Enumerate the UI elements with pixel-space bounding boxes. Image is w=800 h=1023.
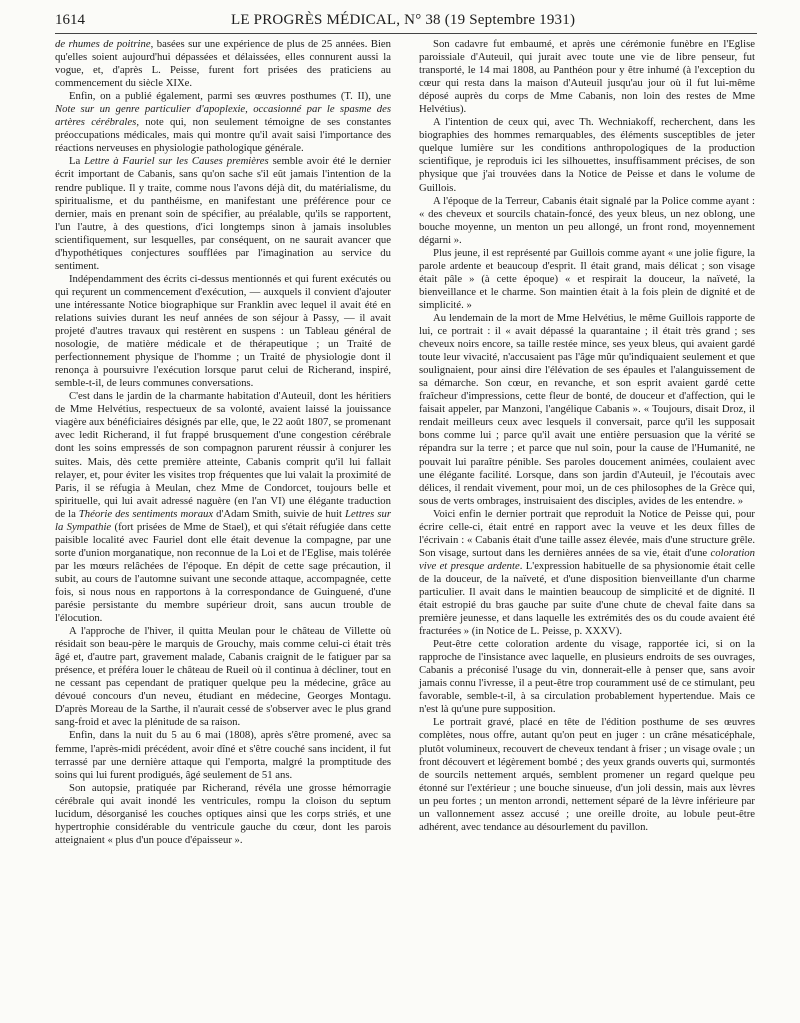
header-rule	[55, 33, 757, 34]
italic-text: Lettre à Fauriel sur les Causes premières	[84, 155, 269, 168]
paragraph	[419, 716, 755, 833]
paragraph	[419, 312, 755, 508]
paragraph	[419, 38, 755, 116]
text-run: Enfin, on a publié également, parmi ses œuvres posthumes (T. II), une	[69, 90, 391, 103]
text-run: C'est dans le jardin de la charmante habitation d'Auteuil, dont les héritiers de Mme Helvétius, respectueux de sa volonté, avaient laissé la jouissance viagère aux bénéficiaires désignés par elle, que, le 22 août 1807, se promenant avec ledit Richerand, il fut frappé brusquement d'une congestion cérébrale dont les soins empressés de son compagnon parurent réussir à conjurer les suites. Mais, dès cette première atteinte, Cabanis comprit qu'il lui fallait relayer, et, pour éviter les visites trop fréquentes que lui valait la proximité de Paris, il se réfugia à Meulan, chez Mme de Condorcet, toujours belle et spirituelle, qui lui avait adressé naguère (en l'an VI) une élégante traduction de la	[55, 390, 391, 520]
paragraph	[55, 782, 391, 847]
text-run: d'Adam Smith, suivie de huit	[213, 507, 346, 520]
text-run: Voici enfin le dernier portrait que reproduit la Notice de Peisse qui, pour écrire celle-ci, était entré en rapport avec la veuve et les deux filles de l'écrivain : « Cabanis était d'une taille assez élevée, mais d'une structure grêle. Son visage, surtout dans les dernières années de sa vie, était d'une	[419, 507, 755, 559]
italic-text: Note sur un genre particulier d'apoplexie, occasionné par le spasme des artères cérébrales	[55, 103, 391, 129]
text-run: , basées sur une expérience de plus de 25 années. Bien qu'elles soient aujourd'hui dépassées et délaissées, elles connurent aussi la vogue, et, d'après L. Peisse, furent fort prisées des praticiens au commencement du siècle XIXe.	[55, 38, 391, 90]
text-run: , note qui, non seulement témoigne de ses constantes préoccupations médicales, mais qui montre qu'il avait saisi l'importance des réactions nerveuses en physiologie pathologique générale.	[55, 116, 391, 155]
text-run: La	[69, 155, 85, 168]
paragraph	[55, 273, 391, 390]
paragraph	[419, 247, 755, 312]
italic-text: coloration vive et presque ardente	[419, 546, 755, 572]
text-run: Enfin, dans la nuit du 5 au 6 mai (1808), après s'être promené, avec sa femme, l'après-midi précédent, avoir dîné et s'être couché sans incident, il fut terrassé par une dernière attaque qui l'emporta, malgré la promptitude des soins qui lui furent prodigués, âgé seulement de 51 ans.	[55, 729, 391, 781]
paragraph	[55, 155, 391, 272]
italic-text: Lettres sur la Sympathie	[55, 507, 391, 533]
right-column	[419, 38, 755, 834]
text-run: Peut-être cette coloration ardente du visage, rapportée ici, si on la rapproche de l'insistance avec laquelle, en plusieurs endroits de ses ouvrages, Cabanis a préconisé l'usage du vin, donnerait-elle à penser que, sans avoir jamais connu l'ivresse, il a peut-être trop couramment usé de ce stimulant, peu favorable, semble-t-il, à sa circulation probablement hypertendue. Mais ce n'est là qu'une pure supposition.	[419, 638, 755, 716]
text-run: Au lendemain de la mort de Mme Helvétius, le même Guillois rapporte de lui, ce portrait : il « avait dépassé la quarantaine ; il était très grand ; ses cheveux noirs encore, sa taille restée mince, ses yeux bleus, qui avaient gardé toute leur vivacité, n'accusaient pas l'âge mûr qu'indiquaient seulement et que soulignaient, pour ainsi dire l'élévation de ses épaules et l'alanguissement de sa démarche. Son cœur, en revanche, et son esprit avaient gardé cette fraîcheur d'impressions, cette fleur de bonté, de douceur et d'affection, qui le faisait appeler, par Manzoni, l'angélique Cabanis ». « Toujours, disait Droz, il rendait meilleurs ceux avec lesquels il conversait, parce qu'il les supposait bons comme lui ; parce qu'il avait une entière persuasion que la vérité se répandra sur la terre ; et parce que nul soin, pour la cause de l'Humanité, ne pouvait lui paraître pénible. Ses paroles doucement animées, coulaient avec une élégante facilité. Lorsque, dans son jardin d'Auteuil, je l'écoutais avec délices, il rendait vivement, pour moi, un de ces philosophes de la Grèce qui, sous de verts ombrages, instruisaient des disciples, avides de les entendre. »	[419, 311, 755, 507]
text-run: A l'époque de la Terreur, Cabanis était signalé par la Police comme ayant : « des cheveux et sourcils chatain-foncé, des yeux bleus, un nez oblong, une bouche moyenne, un menton un peu allongé, un front rond, moyennement dégarni ».	[419, 194, 755, 246]
text-run: Son cadavre fut embaumé, et après une cérémonie funèbre en l'Eglise paroissiale d'Auteuil, qui jurait avec toute une vie de libre penseur, fut transporté, le 14 mai 1808, au Panthéon pour y être inhumé (à l'exception du cœur qui resta dans la maison d'Auteuil jusqu'au jour où il fut lui-même déposé auprès du corps de Mme Cabanis, non loin des restes de Mme Helvétius).	[419, 38, 755, 116]
paragraph	[419, 195, 755, 247]
paragraph	[419, 116, 755, 194]
text-run: semble avoir été le dernier écrit important de Cabanis, sans qu'on sache s'il eût jamais l'intention de la rendre publique. Il y traite, comme nous l'avons déjà dit, du matérialisme, du spiritualisme, et du panthéisme, en manifestant une préférence pour ce dernier, mais en prenant soin de spécifier, au préalable, qu'ils se rapportent, l'un l'autre, à des questions, d'ici longtemps sinon à jamais insolubles scientifiquement, sur lesquelles, par conséquent, on ne saurait avancer que d'hypothétiques conjectures soufflées par l'imagination au service du sentiment.	[55, 155, 391, 272]
paragraph	[55, 729, 391, 781]
text-run: . L'expression habituelle de sa physionomie était celle de la douceur, de la naïveté, et d'une disposition bienveillante d'un charme particulier. Il avait dans le maintien beaucoup de simplicité et de dignité. Il était estropié du bras gauche par suite d'une chute de cheval faite dans sa première jeunesse, et dans laquelle les extrémités des os du coude avaient été fracturées » (in Notice de L. Peisse, p. XXXV).	[419, 559, 755, 638]
text-run: Son autopsie, pratiquée par Richerand, révéla une grosse hémorragie cérébrale qui avait inondé les ventricules, rompu la cloison du septum lucidum, désorganisé les couches optiques ainsi que les corps striés, et une hypertrophie considérable du ventricule gauche du cœur, dont les parois atteignaient « plus d'un pouce d'épaisseur ».	[55, 781, 391, 846]
paragraph	[419, 508, 755, 638]
paragraph	[419, 638, 755, 716]
page-number: 1614	[55, 12, 85, 28]
paragraph	[55, 38, 391, 90]
italic-text: Théorie des sentiments moraux	[78, 507, 214, 520]
paragraph	[55, 390, 391, 625]
text-run: (fort prisées de Mme de Stael), et qui s'était réfugiée dans cette paisible localité avec Fauriel dont elle était devenue la compagne, par une sorte d'union morganatique, non reconnue de la Loi et de l'Eglise, mais tolérée par les mœurs relâchées de l'époque. En dépit de cette sage précaution, il subit, au cours de l'automne suivant une seconde attaque, accompagnée, cette fois, si nous nous en rapportons à la correspondance de Guinguené, d'une parésie persistante du membre supérieur droit, sans aucun trouble de l'élocution.	[55, 520, 391, 625]
text-run: Indépendamment des écrits ci-dessus mentionnés et qui furent exécutés ou qui reçurent un commencement d'exécution, — auxquels il convient d'ajouter une intéressante Notice biographique sur Franklin avec lequel il avait été en relations suivies durant les neuf années de son séjour à Passy, — il avait projeté d'autres travaux qui restèrent en suspens : un Tableau général de nosologie, de matière médicale et de thérapeutique ; un Traité de perfectionnement physique de l'homme ; un Traité de physiologie dont il renonça à poursuivre l'exécution lorsque parut celui de Richerand, inspiré, semble-t-il, de leurs communes conversations.	[55, 272, 391, 390]
left-column	[55, 38, 391, 847]
paragraph	[55, 625, 391, 729]
text-run: Plus jeune, il est représenté par Guillois comme ayant « une jolie figure, la parole ardente et beaucoup d'esprit. Il était grand, mais délicat ; son visage était pâle » (à cette époque) « et respirait la douceur, la naïveté, la bienveillance et le charme. Son maintien était à la fois plein de dignité et de simplicité. »	[419, 246, 755, 311]
text-run: A l'approche de l'hiver, il quitta Meulan pour le château de Villette où résidait son beau-père le marquis de Grouchy, mais comme celui-ci était très âgé et, d'autre part, gravement malade, Cabanis craignit de le fatiguer par sa présence, et préféra louer le château de Rueil où il continua à décliner, tout en ne cessant pas cependant de pratiquer quelque peu la médecine, grâce au dévoué concours d'un neveu, étudiant en médecine, Georges Montagu. D'après Moreau de la Sarthe, il n'aurait cessé de s'observer avec le plus grand sang-froid et avec la plénitude de sa raison.	[55, 625, 391, 729]
paragraph	[55, 90, 391, 155]
text-run: A l'intention de ceux qui, avec Th. Wechniakoff, recherchent, dans les biographies des hommes remarquables, des éléments susceptibles de jeter quelque lumière sur les conditions anthropologiques de la production scientifique, je reproduis ici les silhouettes, insuffisamment précises, de son physique que j'ai trouvées dans la Notice de Peisse et dans le volume de Guillois.	[419, 116, 755, 194]
running-title: LE PROGRÈS MÉDICAL, N° 38 (19 Septembre 1931)	[231, 12, 576, 28]
italic-text: de rhumes de poitrine	[55, 38, 151, 50]
page-header	[55, 8, 750, 34]
text-run: Le portrait gravé, placé en tête de l'édition posthume de ses œuvres complètes, nous offre, autant qu'on peut en juger : un crâne mésaticéphale, plutôt volumineux, recouvert de cheveux tendant à friser ; un visage ovale ; un front découvert et légèrement bombé ; des yeux grands ouverts qui, surmontés de sourcils nettement arqués, semblent promener un regard quelque peu étonné sur l'extérieur ; une bouche sinueuse, d'un joli dessin, mais aux lèvres un peu fortes ; un menton arrondi, nettement séparé de la lèvre inférieure par un vallonnement assez accusé ; une oreille droite, au lobule peut-être adhérent, avec tendance au désourlement du pavillon.	[419, 716, 755, 833]
